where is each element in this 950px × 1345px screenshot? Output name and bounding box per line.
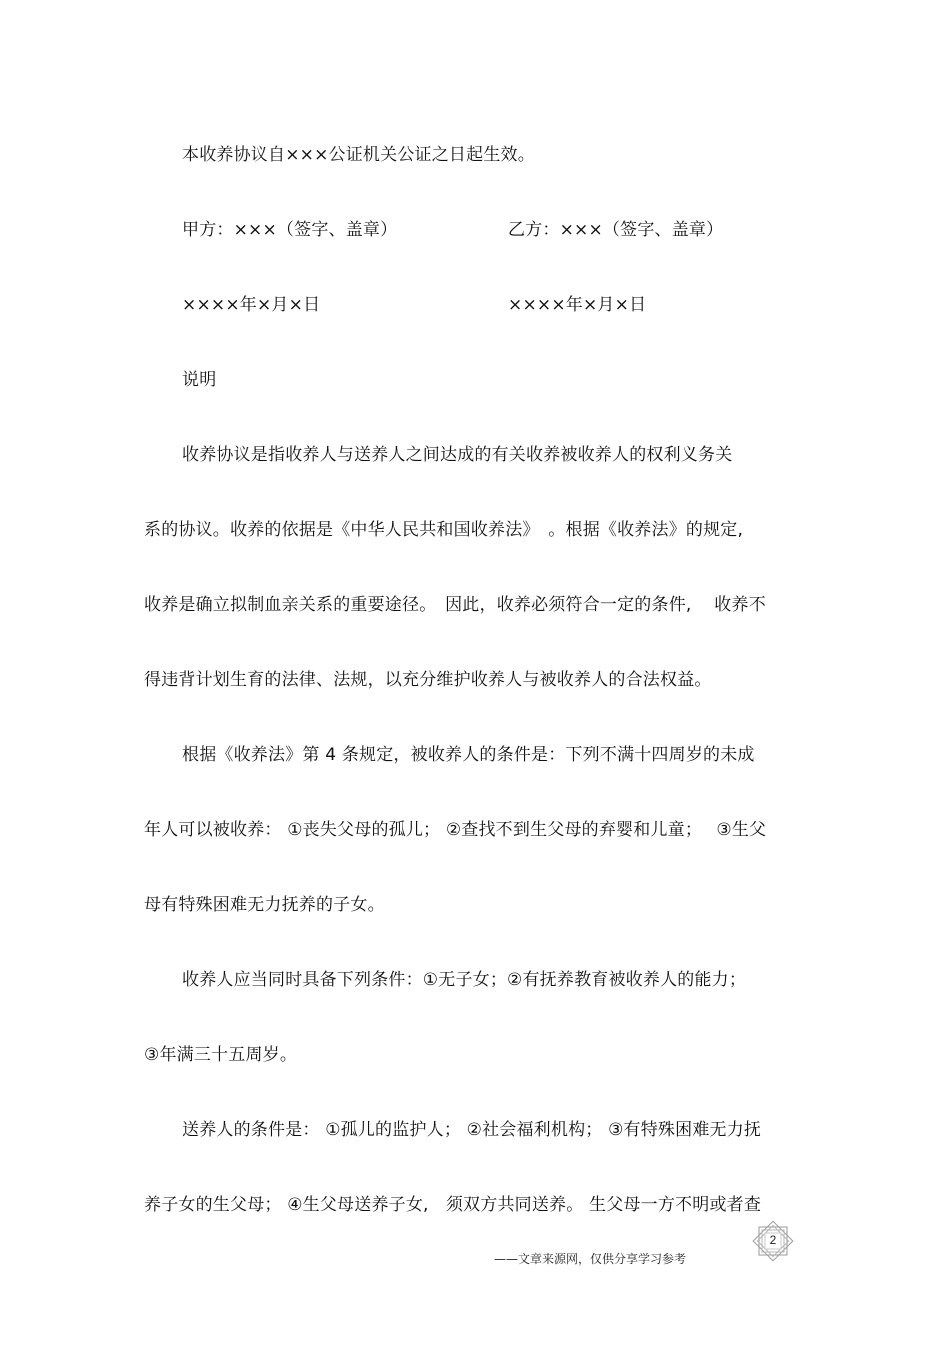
page-number: 2 — [769, 1233, 777, 1247]
paragraph-line: 得违背计划生育的法律、法规，以充分维护收养人与被收养人的合法权益。 — [144, 670, 712, 690]
paragraph-line: 根据《收养法》第 4 条规定，被收养人的条件是：下列不满十四周岁的未成 — [182, 745, 755, 765]
signature-date-a: ××××年×月×日 — [182, 295, 321, 315]
paragraph-line: 送养人的条件是： ①孤儿的监护人； ②社会福利机构； ③有特殊困难无力抚 — [182, 1120, 762, 1140]
footer-source-note: ——文章来源网，仅供分享学习参考 — [494, 1252, 687, 1266]
paragraph-line: 母有特殊困难无力抚养的子女。 — [144, 895, 385, 915]
paragraph-line: 养子女的生父母； ④生父母送养子女, 须双方共同送养。 生父母一方不明或者查 — [144, 1195, 762, 1215]
page-number-badge — [749, 1221, 797, 1263]
paragraph-line: 收养人应当同时具备下列条件：①无子女；②有抚养教育被收养人的能力； — [182, 970, 747, 990]
paragraph-line: 系的协议。收养的依据是《中华人民共和国收养法》 。根据《收养法》的规定, — [144, 520, 744, 540]
section-heading-explanation: 说明 — [182, 370, 217, 390]
paragraph-line: 年人可以被收养： ①丧失父母的孤儿； ②查找不到生父母的弃婴和儿童； ③生父 — [144, 820, 767, 840]
signature-party-a: 甲方：×××（签字、盖章） — [182, 220, 398, 240]
paragraph-line: ③年满三十五周岁。 — [144, 1045, 298, 1065]
paragraph-line: 收养是确立拟制血亲关系的重要途径。 因此，收养必须符合一定的条件, 收养不 — [144, 595, 766, 615]
signature-party-b: 乙方：×××（签字、盖章） — [508, 220, 724, 240]
effective-clause: 本收养协议自×××公证机关公证之日起生效。 — [182, 145, 535, 165]
signature-date-b: ××××年×月×日 — [508, 295, 647, 315]
paragraph-line: 收养协议是指收养人与送养人之间达成的有关收养被收养人的权利义务关 — [182, 445, 733, 465]
